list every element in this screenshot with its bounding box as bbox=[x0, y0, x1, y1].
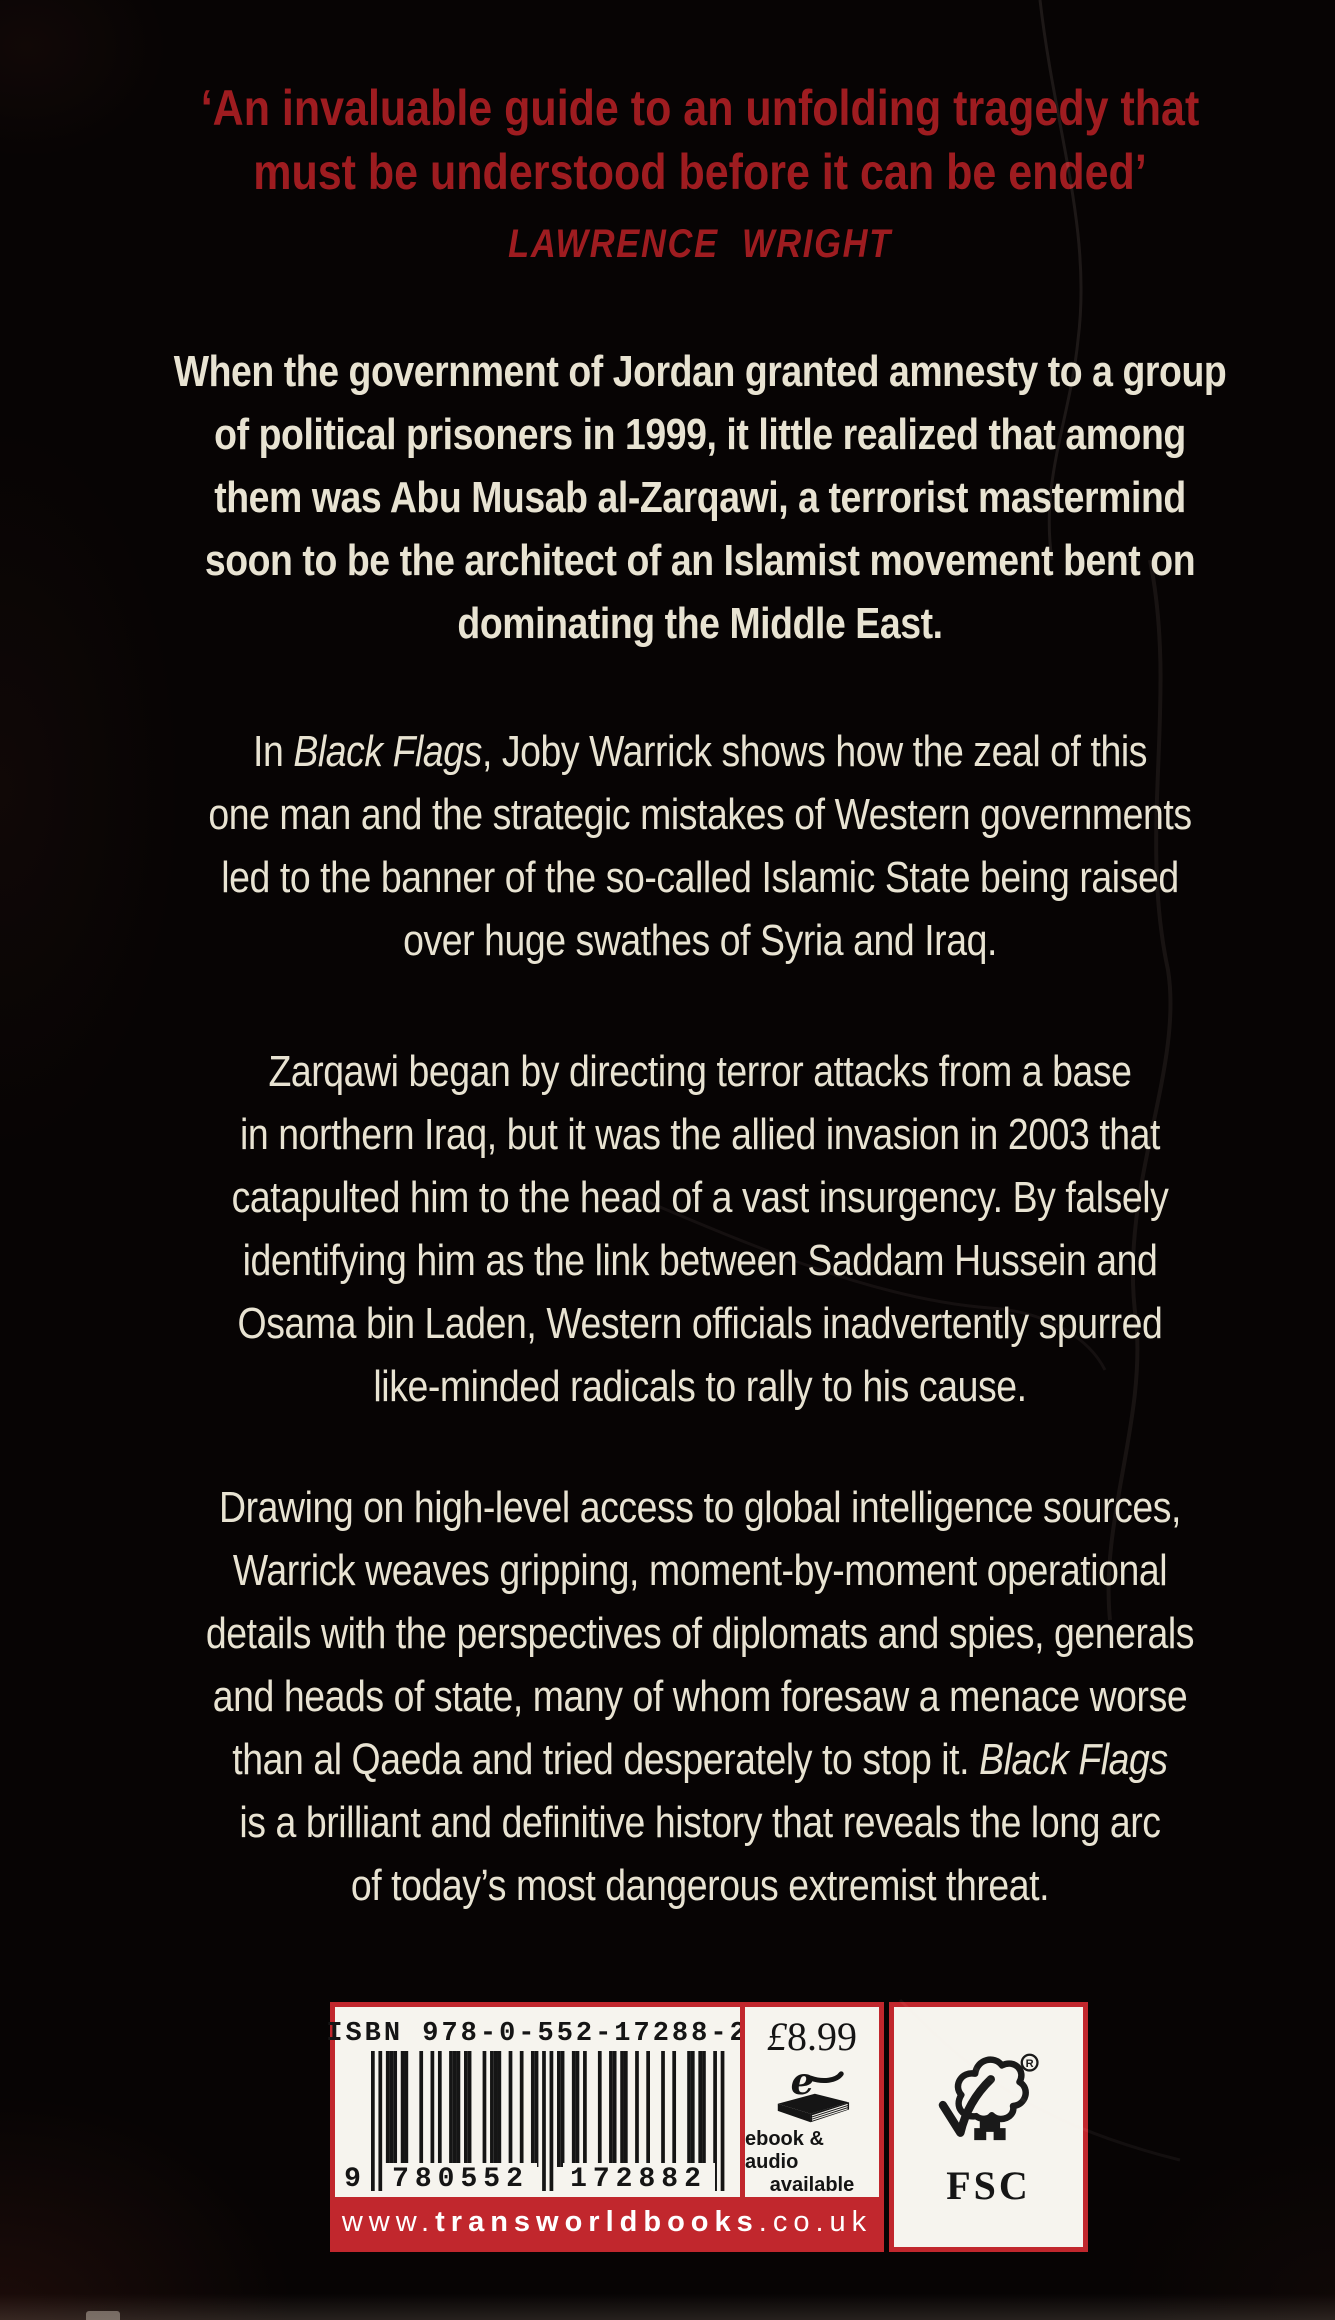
price-label: £8.99 bbox=[767, 2014, 857, 2059]
body-line: and heads of state, many of whom foresaw a menace worse bbox=[212, 1672, 1188, 1721]
barcode-image bbox=[344, 2051, 729, 2199]
body-paragraph bbox=[75, 1040, 1325, 1418]
svg-text:R: R bbox=[1025, 2057, 1034, 2070]
body-line: of today’s most dangerous extremist threat. bbox=[350, 1861, 1050, 1910]
body-line: led to the banner of the so-called Islamic State being raised bbox=[221, 853, 1179, 902]
fsc-label: FSC bbox=[946, 2162, 1031, 2208]
body-line: Osama bin Laden, Western officials inadvertently spurred bbox=[237, 1299, 1163, 1348]
body-line: in northern Iraq, but it was the allied invasion in 2003 that bbox=[239, 1110, 1161, 1159]
review-quote bbox=[75, 76, 1325, 268]
publisher-url-suffix: .co.uk bbox=[758, 2205, 873, 2238]
body-line: In Black Flags, Joby Warrick shows how the zeal of this bbox=[253, 727, 1147, 776]
barcode-panel bbox=[326, 2002, 884, 2252]
svg-text:e: e bbox=[790, 2061, 815, 2103]
body-line: dominating the Middle East. bbox=[457, 599, 943, 648]
publisher-url-prefix: www. bbox=[341, 2205, 436, 2238]
fsc-panel bbox=[889, 2002, 1088, 2252]
review-quote-attribution: LAWRENCE WRIGHT bbox=[508, 222, 892, 266]
body-copy bbox=[75, 340, 1325, 1917]
body-paragraph bbox=[75, 340, 1325, 655]
barcode-digit-group: 780552 bbox=[385, 2163, 537, 2197]
body-line: details with the perspectives of diplomats and spies, generals bbox=[205, 1609, 1195, 1658]
body-line: When the government of Jordan granted amnesty to a group bbox=[173, 347, 1227, 396]
review-quote-line2: must be understood before it can be ended’ bbox=[253, 144, 1147, 200]
body-line: Warrick weaves gripping, moment-by-moment operational bbox=[232, 1546, 1168, 1595]
barcode-digit-group: 9 bbox=[344, 2164, 367, 2195]
cover-text-column bbox=[75, 0, 1325, 1917]
body-line: identifying him as the link between Saddam Hussein and bbox=[242, 1236, 1158, 1285]
publisher-url-domain: transworldbooks bbox=[435, 2205, 759, 2238]
body-line: than al Qaeda and tried desperately to stop it. Black Flags bbox=[232, 1735, 1168, 1784]
fsc-tree-icon bbox=[933, 2046, 1045, 2166]
body-paragraph bbox=[75, 720, 1325, 972]
body-line: like-minded radicals to rally to his cause. bbox=[373, 1362, 1027, 1411]
isbn-number: ISBN 978-0-552-17288-2 bbox=[326, 2019, 749, 2049]
isbn-section bbox=[326, 2007, 749, 2197]
page-edge-highlight bbox=[86, 2311, 120, 2320]
publisher-url bbox=[335, 2197, 879, 2247]
body-line: soon to be the architect of an Islamist movement bent on bbox=[204, 536, 1196, 585]
body-line: Drawing on high-level access to global intelligence sources, bbox=[219, 1483, 1181, 1532]
body-line: of political prisoners in 1999, it little realized that among bbox=[214, 410, 1186, 459]
review-quote-line1: ‘An invaluable guide to an unfolding tragedy that bbox=[200, 80, 1200, 136]
barcode-panel-row bbox=[326, 2007, 879, 2197]
body-line: Zarqawi began by directing terror attacks from a base bbox=[268, 1047, 1132, 1096]
ebook-caption-line2: available bbox=[769, 2174, 855, 2196]
price-section bbox=[740, 2007, 879, 2197]
ebook-icon bbox=[757, 2061, 867, 2128]
barcode-digit-group: 172882 bbox=[563, 2163, 715, 2197]
body-line: over huge swathes of Syria and Iraq. bbox=[403, 916, 997, 965]
body-line: one man and the strategic mistakes of Western governments bbox=[208, 790, 1192, 839]
body-paragraph bbox=[75, 1476, 1325, 1917]
page-bottom-edge bbox=[0, 2294, 1335, 2320]
ebook-caption-line1: ebook & audio bbox=[745, 2128, 824, 2173]
body-line: catapulted him to the head of a vast insurgency. By falsely bbox=[231, 1173, 1169, 1222]
body-line: them was Abu Musab al-Zarqawi, a terrorist mastermind bbox=[214, 473, 1186, 522]
body-line: is a brilliant and definitive history that reveals the long arc bbox=[239, 1798, 1161, 1847]
